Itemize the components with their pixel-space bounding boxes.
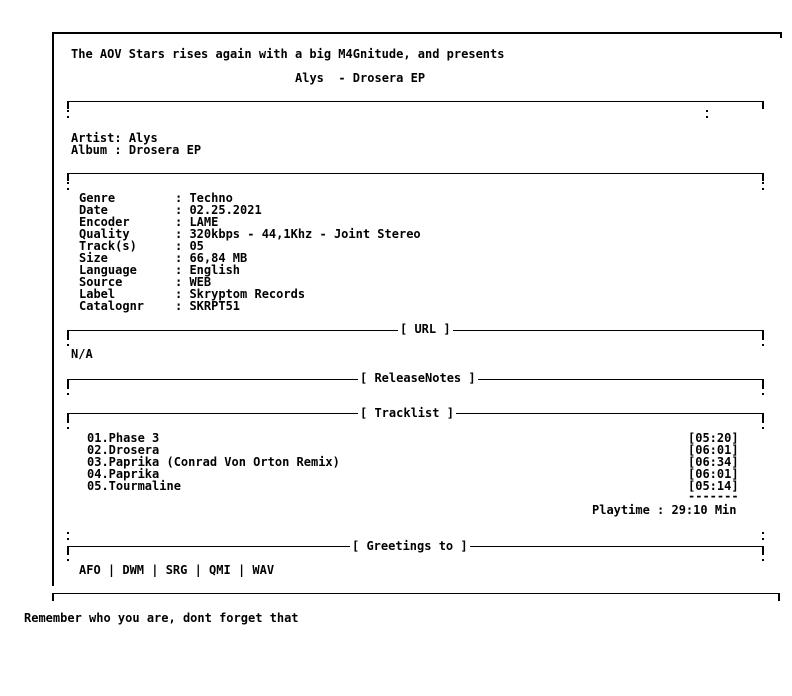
info-label: Source [79,275,123,289]
info-label: Date [79,203,108,217]
greetings-text: AFO | DWM | SRG | QMI | WAV [79,563,275,577]
bottom-rule-left-tick [52,593,54,601]
info-label: Encoder [79,215,130,229]
separator-left-colon [67,182,69,190]
info-row: Track(s) : 05 [79,239,204,253]
separator-right-colon [762,182,764,190]
separator-line [67,173,764,174]
info-row: Genre : Techno [79,191,233,205]
playtime-separator: ------- [688,489,739,503]
info-value: 02.25.2021 [189,203,262,217]
album-value: Drosera EP [128,143,202,157]
separator-right-colon [762,338,764,346]
info-label: Genre [79,191,116,205]
greetings-section-title: [ Greetings to ] [352,539,468,553]
track-time: [05:20] [688,431,739,445]
track-time: [06:01] [688,467,739,481]
intro-text: The AOV Stars rises again with a big M4Gnitude, and presents [71,47,505,61]
separator-right-colon [762,553,764,561]
separator-line [67,101,764,102]
info-row: Catalognr : SKRPT51 [79,299,241,313]
track-name: 04.Paprika [87,467,160,481]
separator-left-colon [67,532,69,540]
info-value: SKRPT51 [189,299,241,313]
frame-corner-tick [780,32,782,38]
artist-line: Artist: Alys [71,131,158,145]
separator-right-colon [762,387,764,395]
info-value: 05 [189,239,204,253]
info-value: 66,84 MB [189,251,248,265]
separator-left-tick [67,330,69,338]
footer-text: Remember who you are, dont forget that [24,611,299,625]
info-row: Source : WEB [79,275,212,289]
release-notes-section-title: [ ReleaseNotes ] [360,371,476,385]
playtime-line [592,504,737,516]
separator-right-colon [762,421,764,429]
track-name: 01.Phase 3 [87,431,160,445]
separator-right-tick [762,413,764,421]
info-value: Techno [189,191,233,205]
info-row: Quality : 320kbps - 44,1Khz - Joint Stereo [79,227,421,241]
info-label: Label [79,287,116,301]
separator-right-tick [762,173,764,181]
bottom-rule [52,593,780,594]
track-time: [06:34] [688,455,739,469]
info-label: Catalognr [79,299,145,313]
separator-left-colon [67,421,69,429]
track-time: [05:14] [688,479,739,493]
separator-left-tick [67,101,69,109]
info-label: Track(s) [79,239,137,253]
track-time: [06:01] [688,443,739,457]
info-row: Size : 66,84 MB [79,251,248,265]
info-label: Language [79,263,137,277]
separator-left-colon [67,110,69,118]
separator-right-colon [762,532,764,540]
info-row: Language : English [79,263,241,277]
separator-left-tick [67,173,69,181]
info-value: WEB [189,275,212,289]
frame-left-border [52,32,54,586]
release-title: Alys - Drosera EP [295,71,426,85]
info-value: 320kbps - 44,1Khz - Joint Stereo [189,227,421,241]
separator-left-tick [67,379,69,387]
separator-right-tick [762,101,764,109]
artist-value: Alys [128,131,158,145]
tracklist-section-title: [ Tracklist ] [360,406,454,420]
info-value: Skryptom Records [189,287,306,301]
info-label: Quality [79,227,130,241]
frame-top-border [52,32,782,34]
playtime-label: Playtime : [592,503,665,517]
separator-left-colon [67,553,69,561]
info-value: English [189,263,241,277]
url-section-title: [ URL ] [400,322,451,336]
separator-left-tick [67,413,69,421]
info-row: Label : Skryptom Records [79,287,306,301]
separator-right-tick [762,330,764,338]
bottom-rule-right-tick [778,593,780,601]
info-row: Date : 02.25.2021 [79,203,262,217]
separator-right-colon [706,110,708,118]
info-value: LAME [189,215,219,229]
track-name: 02.Drosera [87,443,160,457]
album-label: Album [71,143,108,157]
info-label: Size [79,251,108,265]
info-row: Encoder : LAME [79,215,219,229]
track-name: 05.Tourmaline [87,479,181,493]
separator-left-colon [67,338,69,346]
separator-left-colon [67,387,69,395]
url-value: N/A [71,347,93,361]
track-name: 03.Paprika (Conrad Von Orton Remix) [87,455,340,469]
playtime-value: 29:10 Min [671,503,737,517]
artist-label: Artist [71,131,115,145]
album-line: Album : Drosera EP [71,143,202,157]
separator-right-tick [762,379,764,387]
